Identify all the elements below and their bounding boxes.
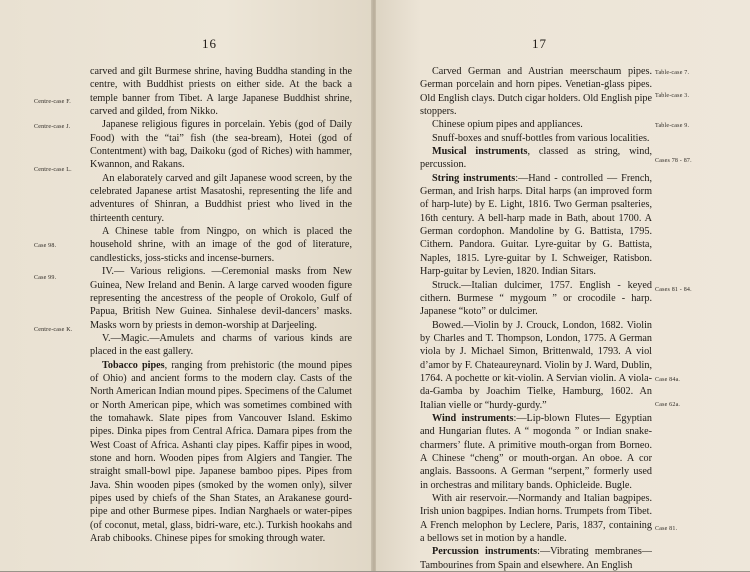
margin-note: Case 98.: [34, 243, 57, 249]
left-page-text: [90, 65, 352, 545]
paragraph: Snuff-boxes and snuff-bottles from various localities.: [432, 132, 650, 144]
right-page-text: [420, 65, 652, 572]
section-heading: Musical instruments: [432, 146, 528, 158]
paragraph: String instruments:—Hand - controlled — French, German, and Irish harps. Dital harps (an improved form of harp-lute) by E. Light, 1816. Two German psalteries, 16th century. A bell-harp made in Bath, about 1700. A German cordophon. Mandoline by G. Battista, 1795. Cithern. Pandora. Guitar. Lyre-guitar by G. Battista, Naples, 1815. Lyre-guitar by I. Schweiger, Ratisbon. Harp-guitar by Levien, 1820. Indian Sitars.: [420, 172, 652, 278]
section-heading: Percussion instruments: [432, 546, 538, 558]
paragraph: Struck.—Italian dulcimer, 1757. English - keyed cithern. Burmese “ mygoum ” or crocodile - harp. Japanese “koto” or dulcimer.: [420, 279, 652, 318]
paragraph: Tobacco pipes, ranging from prehistoric (the mound pipes of Ohio) and ancient forms to the modern clay. Casts of the North American Indian mound pipes. Specimens of the Calumet or North American pipe, which was sometimes combined with the tomahawk. Slate pipes from Vancouver Island. Eskimo pipes. Dinka pipes from Central Africa. Damara pipes from the West Coast of Africa. Ashanti clay pipes. Kaffir pipes in wood, stone and horn. Wooden pipes from Algiers and Tangier. The straight small-bowl pipe. Japanese bamboo pipes. Pipes from Java. Shin wooden pipes (smoked by the women only), silver pipes used by chiefs of the Shan States, an Arakanese gourd-pipe and other Burmese pipes. Indian Narghaels or water-pipes (of coconut, metal, glass, bidri-ware, etc.). Turkish hookahs and Arab chibooks. Chinese pipes for smoking through water.: [90, 359, 352, 545]
paragraph: Bowed.—Violin by J. Crouck, London, 1682. Violin by Charles and T. Thompson, London, 1775. A German viola by J. Michael Simon, Brittenwald, 1793. A viol d’amor by F. Chateaureynard. Violin by J. Ward, Dublin, 1764. A pochette or kit-violin. A Servian violin. A viola-da-Gamba by Joachim Tielke, Hamburg, 1602. An Italian vielle or “hurdy-gurdy.”: [420, 319, 652, 411]
margin-note: Case 84a.: [655, 377, 681, 383]
margin-note: Cases 81 - 84.: [655, 287, 692, 293]
section-heading: String instruments: [432, 172, 516, 184]
section-heading: Wind instruments: [432, 412, 514, 424]
paragraph: Musical instruments, classed as string, wind, percussion.: [420, 146, 652, 171]
margin-note: Case 99.: [34, 275, 57, 281]
margin-note: Centre-case J.: [34, 124, 71, 130]
paragraph: carved and gilt Burmese shrine, having Buddha standing in the centre, with Buddhist priests on either side. At the back a temple banner from Tibet. A large Japanese Buddhist shrine, carved and gilded, from Nikko.: [90, 66, 352, 118]
margin-note: Table-case 3.: [655, 93, 690, 99]
margin-note: Case 62a.: [655, 402, 681, 408]
margin-note: Table-case 9.: [655, 123, 690, 129]
margin-note: Centre-case L.: [34, 167, 72, 173]
left-page: [0, 0, 373, 571]
paragraph: Chinese opium pipes and appliances.: [432, 119, 583, 131]
paragraph: V.—Magic.—Amulets and charms of various kinds are placed in the east gallery.: [90, 332, 352, 358]
paragraph: Wind instruments:—Lip-blown Flutes— Egyptian and Hungarian flutes. A “ mogonda ” or Indian snake-charmers’ flute. A primitive mouth-organ from Borneo. A Chinese “cheng” or mouth-organ. An oboe. A cor anglais. Bassoons. A German “serpent,” formerly used in orchestras and military bands. Ophicleide. Bugle.: [420, 412, 652, 491]
section-heading: Tobacco pipes: [102, 359, 165, 371]
margin-note: Centre-case F.: [34, 99, 71, 105]
paragraph: A Chinese table from Ningpo, on which is placed the household shrine, with an image of the god of literature, candlesticks, joss-sticks and incense-burners.: [90, 226, 352, 264]
paragraph: With air reservoir.—Normandy and Italian bagpipes. Irish union bagpipes. Indian horns. Trumpets from Tibet. A French melophon by Leclere, Paris, 1837, containing a bellows set in motion by a handle.: [420, 493, 652, 545]
paragraph: IV.— Various religions. —Ceremonial masks from New Guinea, New Ireland and Benin. A large carved wooden figure representing the ancestress of the people of Orokolo, Gulf of Papua, British New Guinea. Sinhalese devil-dancers’ masks. Masks worn by priests in demon-worship at Darjeeling.: [90, 266, 352, 331]
right-page-number: 17: [532, 36, 547, 51]
margin-note: Centre-case K.: [34, 327, 73, 333]
paragraph: An elaborately carved and gilt Japanese wood screen, by the celebrated Japanese artist Masatoshi, representing the life and adventures of Shinran, a Buddhist priest who lived in the thirteenth century.: [90, 172, 352, 224]
paragraph: Japanese religious figures in porcelain. Yebis (god of Daily Food) with the “tai” fish (the sea-bream), Hotei (god of Contentment) with bag, Daikoku (god of Riches) with hammer, Kwannon, and Rakans.: [90, 119, 352, 171]
margin-note: Case 81.: [655, 526, 678, 532]
paragraph: Percussion instruments:—Vibrating membranes— Tambourines from Spain and elsewhere. An English: [420, 546, 652, 571]
margin-note: Cases 78 - 87.: [655, 158, 692, 164]
paragraph: Carved German and Austrian meerschaum pipes. German porcelain and horn pipes. Venetian-glass pipes. Old English clays. Dutch cigar holders. Old English pipe stoppers.: [420, 66, 653, 118]
margin-note: Table-case 7.: [655, 70, 690, 76]
left-page-number: 16: [202, 36, 217, 51]
